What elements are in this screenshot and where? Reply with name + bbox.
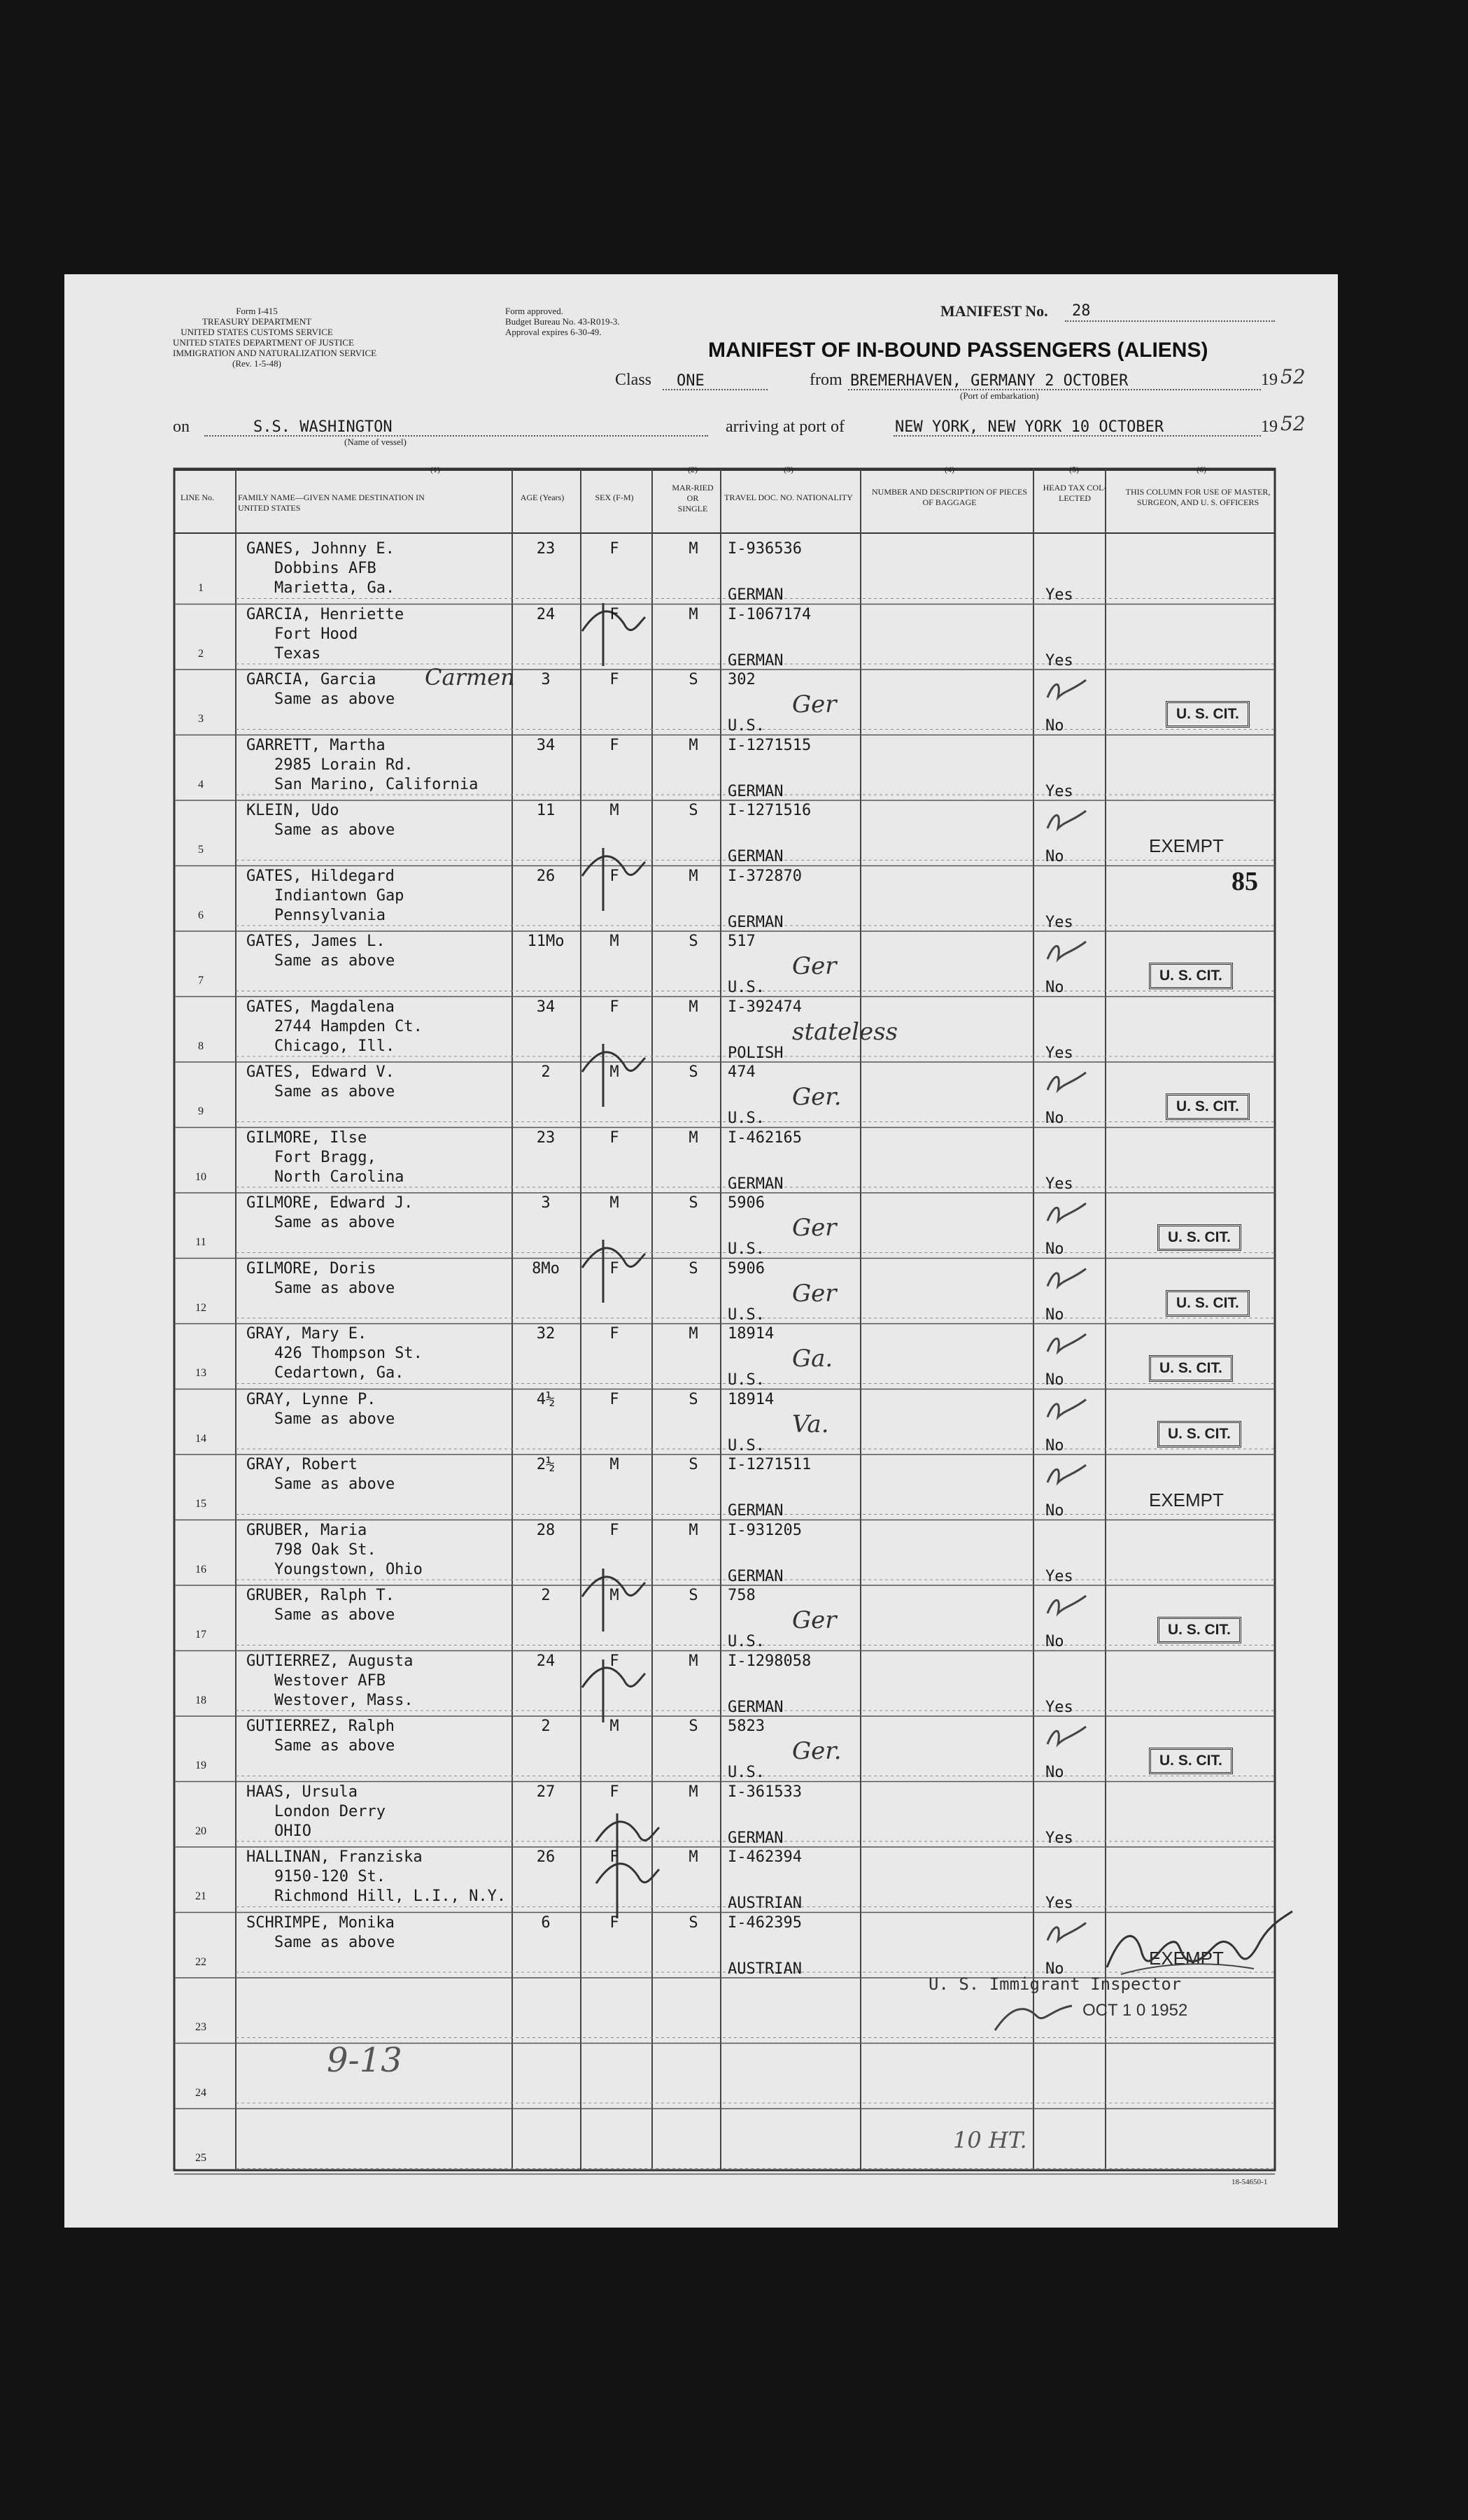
head-tax-collected: Yes: [1045, 1895, 1073, 1912]
us-citizen-stamp: U. S. CIT.: [1166, 1290, 1250, 1317]
marital-status: S: [689, 1718, 698, 1735]
line-number: 23: [195, 2021, 206, 2033]
age-value: 2: [541, 1718, 551, 1735]
line-number: 20: [195, 1825, 206, 1837]
passenger-name: SCHRIMPE, Monika: [246, 1913, 395, 1932]
nationality: U.S.: [728, 1764, 765, 1781]
sex-value: F: [609, 1259, 619, 1277]
marital-status: M: [689, 867, 698, 885]
destination-line-2: San Marino, California: [274, 775, 479, 793]
head-tax-collected: No: [1045, 1305, 1064, 1324]
vessel-note: (Name of vessel): [344, 437, 407, 447]
destination-line-1: London Derry: [274, 1802, 386, 1820]
marital-status: M: [689, 1521, 698, 1539]
nationality: U.S.: [728, 1633, 765, 1650]
passenger-name: GRAY, Lynne P.: [246, 1390, 376, 1408]
head-tax-collected: Yes: [1045, 1829, 1073, 1847]
col-number-3: (3): [784, 465, 793, 474]
destination-line-1: Same as above: [274, 952, 395, 970]
nationality: GERMAN: [728, 848, 784, 865]
us-citizen-stamp: U. S. CIT.: [1149, 963, 1233, 989]
inspector-signature: [1093, 1904, 1303, 1988]
handwritten-check-mark: [1047, 1334, 1086, 1352]
inspector-stamp-label: U. S. Immigrant Inspector: [929, 1974, 1182, 1994]
travel-doc-number: 5906: [728, 1194, 765, 1212]
on-label: on: [173, 418, 190, 436]
exempt-stamp: EXEMPT: [1149, 835, 1224, 856]
travel-doc-number: I-372870: [728, 867, 802, 885]
handwritten-count-note: 10 HT.: [953, 2127, 1027, 2153]
nationality: U.S.: [728, 1371, 765, 1389]
destination-line-1: Dobbins AFB: [274, 560, 376, 577]
sex-value: F: [609, 1848, 619, 1866]
head-tax-collected: No: [1045, 1110, 1064, 1127]
passenger-name: GATES, Edward V.: [246, 1063, 395, 1081]
head-tax-collected: No: [1045, 717, 1064, 735]
sex-value: M: [609, 933, 619, 950]
line-number: 19: [195, 1760, 206, 1771]
handwritten-check-mark: [1047, 1596, 1086, 1613]
handwritten-nationality-note: Ger: [792, 1214, 837, 1242]
marital-status: S: [689, 1194, 698, 1212]
age-value: 26: [536, 867, 556, 885]
travel-doc-number: I-462165: [728, 1128, 802, 1147]
nationality: GERMAN: [728, 1502, 784, 1520]
exempt-stamp: EXEMPT: [1149, 1489, 1224, 1510]
head-tax-collected: No: [1045, 1240, 1064, 1258]
handwritten-nationality-note: Ger.: [792, 1737, 842, 1765]
sex-value: F: [609, 1783, 619, 1801]
line-number: 25: [195, 2152, 206, 2164]
age-value: 32: [536, 1325, 556, 1343]
head-tax-collected: Yes: [1045, 1044, 1073, 1062]
from-year-hand: 52: [1280, 365, 1306, 388]
travel-doc-number: 302: [728, 671, 756, 688]
travel-doc-number: I-1271515: [728, 736, 812, 754]
marital-status: S: [689, 1456, 698, 1473]
age-value: 34: [536, 736, 556, 754]
line-number: 21: [195, 1890, 206, 1902]
line-number: 7: [198, 975, 204, 986]
handwritten-nationality-note: Ger.: [792, 1083, 842, 1111]
head-tax-collected: No: [1045, 1633, 1064, 1650]
marital-status: S: [689, 1390, 698, 1408]
destination-line-1: 2985 Lorain Rd.: [274, 756, 414, 774]
nationality: AUSTRIAN: [728, 1895, 802, 1912]
approval-line-2: Budget Bureau No. 43-R019-3.: [505, 316, 620, 327]
col-header-line: LINE No.: [181, 493, 214, 502]
destination-line-2: Cedartown, Ga.: [274, 1364, 404, 1382]
destination-line-1: Same as above: [274, 1933, 395, 1951]
line-number: 17: [195, 1629, 206, 1641]
destination-line-2: Texas: [274, 644, 321, 663]
handwritten-nationality-note: Ger: [792, 952, 837, 980]
marital-status: S: [689, 933, 698, 950]
handwritten-nationality-note: Ger: [792, 1279, 837, 1308]
passenger-name: GRUBER, Maria: [246, 1521, 367, 1539]
manifest-no-value: 28: [1072, 302, 1091, 320]
passenger-name: GATES, Hildegard: [246, 867, 395, 885]
marital-status: M: [689, 540, 698, 558]
vessel-value: S.S. WASHINGTON: [253, 418, 393, 436]
footer-form-code: 18-54650-1: [1231, 2178, 1268, 2186]
marital-status: M: [689, 1652, 698, 1670]
ins-service: IMMIGRATION AND NATURALIZATION SERVICE: [173, 348, 377, 358]
col-header-baggage: NUMBER AND DESCRIPTION OF PIECES OF BAGGAGE: [871, 487, 1028, 507]
col-header-age: AGE (Years): [520, 493, 565, 502]
exempt-stamp: EXEMPT: [1149, 1947, 1224, 1969]
handwritten-check-mark: [1047, 1727, 1086, 1744]
form-title: MANIFEST OF IN-BOUND PASSENGERS (ALIENS): [708, 339, 1208, 362]
passenger-name: GARCIA, Garcia: [246, 671, 376, 688]
destination-line-1: 9150-120 St.: [274, 1868, 386, 1885]
head-tax-collected: No: [1045, 1764, 1064, 1781]
age-value: 24: [536, 605, 556, 623]
line-number: 8: [198, 1040, 204, 1052]
destination-line-1: Same as above: [274, 1606, 395, 1624]
form-number: Form I-415: [236, 306, 278, 316]
line-number: 1: [198, 582, 204, 594]
col-header-married: MAR-RIED OR SINGLE: [672, 483, 714, 514]
handwritten-nationality-note: Ga.: [792, 1345, 833, 1373]
age-value: 27: [536, 1783, 556, 1801]
head-tax-collected: Yes: [1045, 1175, 1073, 1193]
col-number-6: (6): [1197, 465, 1206, 474]
passenger-name: GARRETT, Martha: [246, 736, 386, 754]
destination-line-2: Pennsylvania: [274, 906, 386, 924]
treasury-dept: TREASURY DEPARTMENT: [202, 316, 312, 327]
head-tax-collected: No: [1045, 1371, 1064, 1389]
marital-status: M: [689, 736, 698, 754]
head-tax-collected: Yes: [1045, 782, 1073, 800]
destination-line-1: 2744 Hampden Ct.: [274, 1017, 423, 1035]
arr-year-hand: 52: [1280, 412, 1306, 435]
nationality: GERMAN: [728, 651, 784, 670]
from-year-prefix: 19: [1261, 371, 1278, 389]
us-citizen-stamp: U. S. CIT.: [1166, 1093, 1250, 1120]
destination-line-1: Same as above: [274, 1279, 395, 1297]
col-header-name: FAMILY NAME—GIVEN NAME DESTINATION IN UNITED STATES: [238, 493, 425, 513]
travel-doc-number: 517: [728, 933, 756, 950]
sex-value: M: [609, 1194, 619, 1212]
travel-doc-number: 758: [728, 1587, 756, 1604]
travel-doc-number: I-931205: [728, 1521, 802, 1539]
age-value: 26: [536, 1848, 556, 1866]
age-value: 6: [541, 1913, 551, 1932]
handwritten-check-mark: [1047, 1203, 1086, 1221]
destination-line-1: Same as above: [274, 1083, 395, 1100]
line-number: 12: [195, 1301, 206, 1314]
head-tax-collected: No: [1045, 979, 1064, 996]
head-tax-collected: Yes: [1045, 651, 1073, 670]
us-citizen-stamp: U. S. CIT.: [1157, 1224, 1241, 1251]
age-value: 3: [541, 671, 551, 688]
head-tax-collected: Yes: [1045, 913, 1073, 931]
sex-value: M: [609, 1718, 619, 1735]
col-number-4: (4): [945, 465, 954, 474]
handwritten-check-mark: [1047, 1073, 1086, 1090]
manifest-no-label: MANIFEST No.: [940, 302, 1048, 320]
sex-value: F: [609, 1652, 619, 1670]
age-value: 23: [536, 1128, 556, 1147]
col-header-travel: TRAVEL DOC. NO. NATIONALITY: [724, 493, 853, 502]
age-value: 34: [536, 998, 556, 1016]
passenger-name: KLEIN, Udo: [246, 802, 339, 819]
passenger-name: GRAY, Mary E.: [246, 1325, 367, 1343]
passenger-name: HALLINAN, Franziska: [246, 1848, 423, 1866]
passenger-name: GANES, Johnny E.: [246, 540, 395, 558]
approval-line-1: Form approved.: [505, 306, 564, 316]
age-value: 2½: [536, 1456, 556, 1473]
nationality: GERMAN: [728, 1698, 784, 1716]
line-number: 24: [195, 2086, 206, 2099]
sex-value: F: [609, 605, 619, 623]
nationality: GERMAN: [728, 1829, 784, 1847]
travel-doc-number: I-1271511: [728, 1456, 812, 1473]
destination-line-1: 798 Oak St.: [274, 1541, 376, 1559]
sex-value: F: [609, 540, 619, 558]
travel-doc-number: I-462395: [728, 1913, 802, 1932]
handwritten-nationality-note: Ger: [792, 1606, 837, 1634]
handwritten-nationality-note: Va.: [792, 1410, 829, 1438]
us-citizen-stamp: U. S. CIT.: [1149, 1355, 1233, 1382]
head-tax-collected: No: [1045, 1960, 1064, 1978]
arriving-value: NEW YORK, NEW YORK 10 OCTOBER: [895, 418, 1164, 436]
sex-value: F: [609, 1521, 619, 1539]
sex-value: M: [609, 1456, 619, 1473]
col-number-2: (2): [688, 465, 698, 474]
destination-line-1: Same as above: [274, 1737, 395, 1755]
travel-doc-number: I-1067174: [728, 605, 812, 623]
arriving-label: arriving at port of: [726, 418, 845, 436]
revision: (Rev. 1-5-48): [232, 358, 281, 369]
handwritten-number: 85: [1231, 866, 1258, 896]
nationality: GERMAN: [728, 782, 784, 800]
marital-status: M: [689, 1325, 698, 1343]
col-number-1: (1): [430, 465, 440, 474]
line-number: 11: [195, 1236, 206, 1248]
passenger-name: GUTIERREZ, Ralph: [246, 1718, 395, 1735]
destination-line-2: Marietta, Ga.: [274, 579, 395, 597]
travel-doc-number: I-462394: [728, 1848, 802, 1866]
sex-value: M: [609, 1587, 619, 1604]
line-number: 22: [195, 1955, 206, 1968]
nationality: U.S.: [728, 979, 765, 996]
marital-status: S: [689, 1063, 698, 1081]
travel-doc-number: I-1298058: [728, 1652, 812, 1670]
marital-status: S: [689, 1259, 698, 1277]
line-number: 4: [198, 778, 204, 791]
age-value: 8Mo: [532, 1259, 560, 1277]
us-citizen-stamp: U. S. CIT.: [1166, 701, 1250, 728]
head-tax-collected: Yes: [1045, 1567, 1073, 1585]
sex-value: F: [609, 1913, 619, 1932]
handwritten-check-mark: [1047, 811, 1086, 828]
age-value: 28: [536, 1521, 556, 1539]
embark-note: (Port of embarkation): [960, 390, 1039, 401]
nationality: GERMAN: [728, 586, 784, 604]
handwritten-check-mark: [1047, 942, 1086, 959]
line-number: 6: [198, 909, 204, 921]
from-value: BREMERHAVEN, GERMANY 2 OCTOBER: [850, 372, 1129, 390]
destination-line-2: Chicago, Ill.: [274, 1037, 395, 1055]
head-tax-collected: Yes: [1045, 1698, 1073, 1716]
handwritten-given-name: Carmen: [425, 664, 515, 691]
travel-doc-number: 5823: [728, 1718, 765, 1735]
passenger-name: GRAY, Robert: [246, 1456, 358, 1473]
marital-status: M: [689, 1128, 698, 1147]
handwritten-check-mark: [1047, 1923, 1086, 1941]
justice-dept: UNITED STATES DEPARTMENT OF JUSTICE: [173, 337, 354, 348]
sex-value: M: [609, 802, 619, 819]
destination-line-2: North Carolina: [274, 1168, 404, 1186]
approval-line-3: Approval expires 6-30-49.: [505, 327, 602, 337]
nationality: AUSTRIAN: [728, 1960, 802, 1978]
class-value: ONE: [677, 372, 705, 390]
passenger-name: GRUBER, Ralph T.: [246, 1587, 395, 1604]
sex-value: F: [609, 867, 619, 885]
us-citizen-stamp: U. S. CIT.: [1157, 1617, 1241, 1643]
line-number: 2: [198, 647, 204, 660]
travel-doc-number: 18914: [728, 1390, 775, 1408]
col-number-5: (5): [1069, 465, 1079, 474]
travel-doc-number: 5906: [728, 1259, 765, 1277]
age-value: 4½: [536, 1390, 556, 1408]
handwritten-check-mark: [1047, 1400, 1086, 1417]
age-value: 11: [536, 802, 556, 819]
line-number: 10: [195, 1170, 206, 1183]
nationality: U.S.: [728, 1305, 765, 1324]
line-number: 5: [198, 844, 204, 856]
destination-line-2: Westover, Mass.: [274, 1691, 414, 1709]
handwritten-check-mark: [1047, 1465, 1086, 1482]
line-number: 15: [195, 1498, 206, 1510]
travel-doc-number: I-1271516: [728, 802, 812, 819]
sex-value: F: [609, 998, 619, 1016]
age-value: 2: [541, 1063, 551, 1081]
nationality: GERMAN: [728, 913, 784, 931]
line-number: 14: [195, 1432, 206, 1445]
age-value: 11Mo: [527, 933, 565, 950]
age-value: 23: [536, 540, 556, 558]
marital-status: M: [689, 1848, 698, 1866]
nationality: GERMAN: [728, 1175, 784, 1193]
destination-line-1: Fort Bragg,: [274, 1148, 376, 1166]
passenger-name: HAAS, Ursula: [246, 1783, 358, 1801]
destination-line-2: Youngstown, Ohio: [274, 1560, 423, 1578]
marital-status: M: [689, 605, 698, 623]
travel-doc-number: 18914: [728, 1325, 775, 1343]
sex-value: F: [609, 1325, 619, 1343]
col-header-sex: SEX (F-M): [595, 493, 634, 502]
sex-value: F: [609, 736, 619, 754]
nationality: GERMAN: [728, 1567, 784, 1585]
travel-doc-number: I-361533: [728, 1783, 802, 1801]
customs-service: UNITED STATES CUSTOMS SERVICE: [181, 327, 333, 337]
destination-line-1: Same as above: [274, 1410, 395, 1428]
handwritten-range-note: 9-13: [327, 2041, 402, 2080]
destination-line-2: OHIO: [274, 1822, 311, 1840]
handwritten-nationality-note: Ger: [792, 691, 837, 719]
passenger-name: GATES, James L.: [246, 933, 386, 950]
col-header-officers: THIS COLUMN FOR USE OF MASTER, SURGEON, AND U. S. OFFICERS: [1125, 487, 1271, 507]
sex-value: F: [609, 1128, 619, 1147]
handwritten-check-mark: [1047, 680, 1086, 698]
marital-status: S: [689, 1587, 698, 1604]
from-label: from: [810, 371, 842, 389]
travel-doc-number: 474: [728, 1063, 756, 1081]
us-citizen-stamp: U. S. CIT.: [1149, 1748, 1233, 1774]
nationality: U.S.: [728, 1240, 765, 1258]
nationality: U.S.: [728, 1110, 765, 1127]
nationality: POLISH: [728, 1044, 784, 1062]
sex-value: F: [609, 1390, 619, 1408]
line-number: 13: [195, 1367, 206, 1379]
destination-line-1: Same as above: [274, 1214, 395, 1231]
nationality: U.S.: [728, 717, 765, 735]
col-header-headtax: HEAD TAX COL-LECTED: [1043, 483, 1107, 503]
us-citizen-stamp: U. S. CIT.: [1157, 1421, 1241, 1447]
head-tax-collected: No: [1045, 1502, 1064, 1520]
inspector-stamp-date: OCT 1 0 1952: [1082, 2001, 1188, 2020]
manifest-sheet: [64, 274, 1338, 2228]
head-tax-collected: No: [1045, 848, 1064, 865]
passenger-name: GILMORE, Doris: [246, 1259, 376, 1277]
line-number: 16: [195, 1563, 206, 1576]
marital-status: S: [689, 1913, 698, 1932]
destination-line-1: Same as above: [274, 1475, 395, 1493]
marital-status: S: [689, 802, 698, 819]
travel-doc-number: I-392474: [728, 998, 802, 1016]
passenger-name: GATES, Magdalena: [246, 998, 395, 1016]
destination-line-1: 426 Thompson St.: [274, 1345, 423, 1362]
destination-line-2: Richmond Hill, L.I., N.Y.: [274, 1888, 507, 1905]
marital-status: S: [689, 671, 698, 688]
age-value: 3: [541, 1194, 551, 1212]
sex-value: M: [609, 1063, 619, 1081]
passenger-name: GARCIA, Henriette: [246, 605, 404, 623]
travel-doc-number: I-936536: [728, 540, 802, 558]
destination-line-1: Same as above: [274, 691, 395, 708]
destination-line-1: Indiantown Gap: [274, 886, 404, 905]
nationality: U.S.: [728, 1436, 765, 1454]
marital-status: M: [689, 998, 698, 1016]
line-number: 18: [195, 1694, 206, 1706]
line-number: 9: [198, 1105, 204, 1117]
head-tax-collected: No: [1045, 1436, 1064, 1454]
passenger-name: GILMORE, Ilse: [246, 1128, 367, 1147]
inspector-initial-mark: [988, 1995, 1093, 2037]
passenger-name: GILMORE, Edward J.: [246, 1194, 414, 1212]
destination-line-1: Fort Hood: [274, 625, 358, 643]
class-label: Class: [615, 371, 652, 389]
destination-line-1: Same as above: [274, 821, 395, 839]
handwritten-nationality-note: stateless: [792, 1017, 898, 1046]
sex-value: F: [609, 671, 619, 688]
age-value: 24: [536, 1652, 556, 1670]
arr-year-prefix: 19: [1261, 418, 1278, 436]
handwritten-check-mark: [1047, 1269, 1086, 1287]
handwritten-bracket-mark: [596, 1813, 659, 1876]
passenger-name: GUTIERREZ, Augusta: [246, 1652, 414, 1670]
head-tax-collected: Yes: [1045, 586, 1073, 604]
marital-status: M: [689, 1783, 698, 1801]
line-number: 3: [198, 713, 204, 725]
destination-line-1: Westover AFB: [274, 1671, 386, 1690]
age-value: 2: [541, 1587, 551, 1604]
